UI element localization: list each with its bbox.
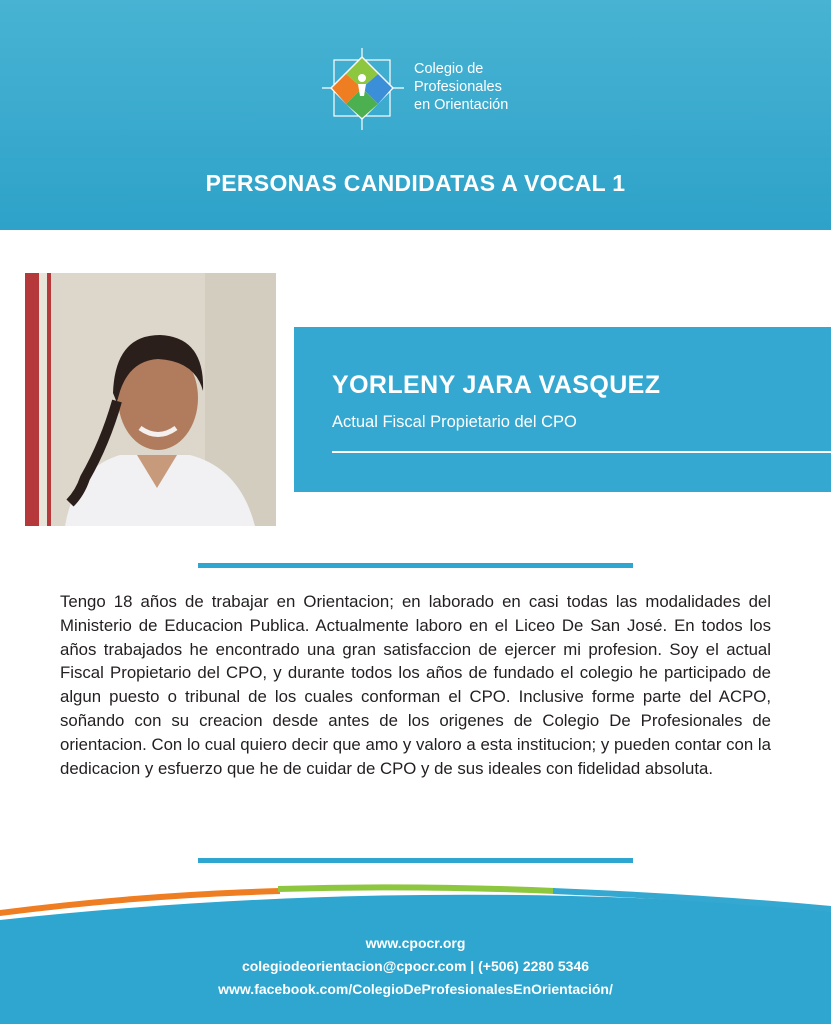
website-link[interactable]: www.cpocr.org bbox=[365, 935, 466, 951]
top-divider bbox=[198, 563, 633, 568]
logo-line-2: Profesionales bbox=[414, 79, 502, 95]
logo-line-1: Colegio de bbox=[414, 61, 484, 77]
footer-contact bbox=[0, 932, 831, 1001]
cpo-emblem-icon bbox=[318, 48, 408, 130]
name-card-rule bbox=[332, 451, 831, 453]
footer-banner bbox=[0, 880, 831, 1024]
candidate-name: YORLENY JARA VASQUEZ bbox=[332, 371, 661, 399]
candidate-photo bbox=[25, 273, 276, 526]
candidate-portrait-icon bbox=[25, 273, 276, 526]
cpo-logo bbox=[318, 48, 528, 130]
header-banner bbox=[0, 0, 831, 230]
candidate-bio: Tengo 18 años de trabajar en Orientacion; en laborado en casi todas las modalidades del Ministerio de Educacion Publica. Actualmente laboro en el Liceo De San José. En todos los años trabajados he encontrado una gran satisfaccion de ejercer mi profesion. Soy el actual Fiscal Propietario del CPO, y durante todos los años de fundado el colegio he participado de algun puesto o tribunal de los cuales conforman el CPO. Inclusive forme parte del ACPO, soñando con su creacion desde antes de los origenes de Colegio De Profesionales de orientacion. Con lo cual quiero decir que amo y valoro a esta institucion; y pueden contar con la dedicacion y esfuerzo que he de cuidar de CPO y de sus ideales con fidelidad absoluta. bbox=[60, 592, 771, 778]
logo-line-3: en Orientación bbox=[414, 97, 509, 113]
page-title: PERSONAS CANDIDATAS A VOCAL 1 bbox=[205, 170, 626, 196]
logo-wordmark bbox=[414, 60, 508, 114]
candidate-name-card bbox=[294, 327, 831, 492]
facebook-link[interactable]: www.facebook.com/ColegioDeProfesionalesEnOrientación/ bbox=[218, 981, 613, 997]
bottom-divider bbox=[198, 858, 633, 863]
candidate-role: Actual Fiscal Propietario del CPO bbox=[332, 413, 577, 431]
email-phone-line[interactable]: colegiodeorientacion@cpocr.com | (+506) 2280 5346 bbox=[241, 958, 590, 974]
